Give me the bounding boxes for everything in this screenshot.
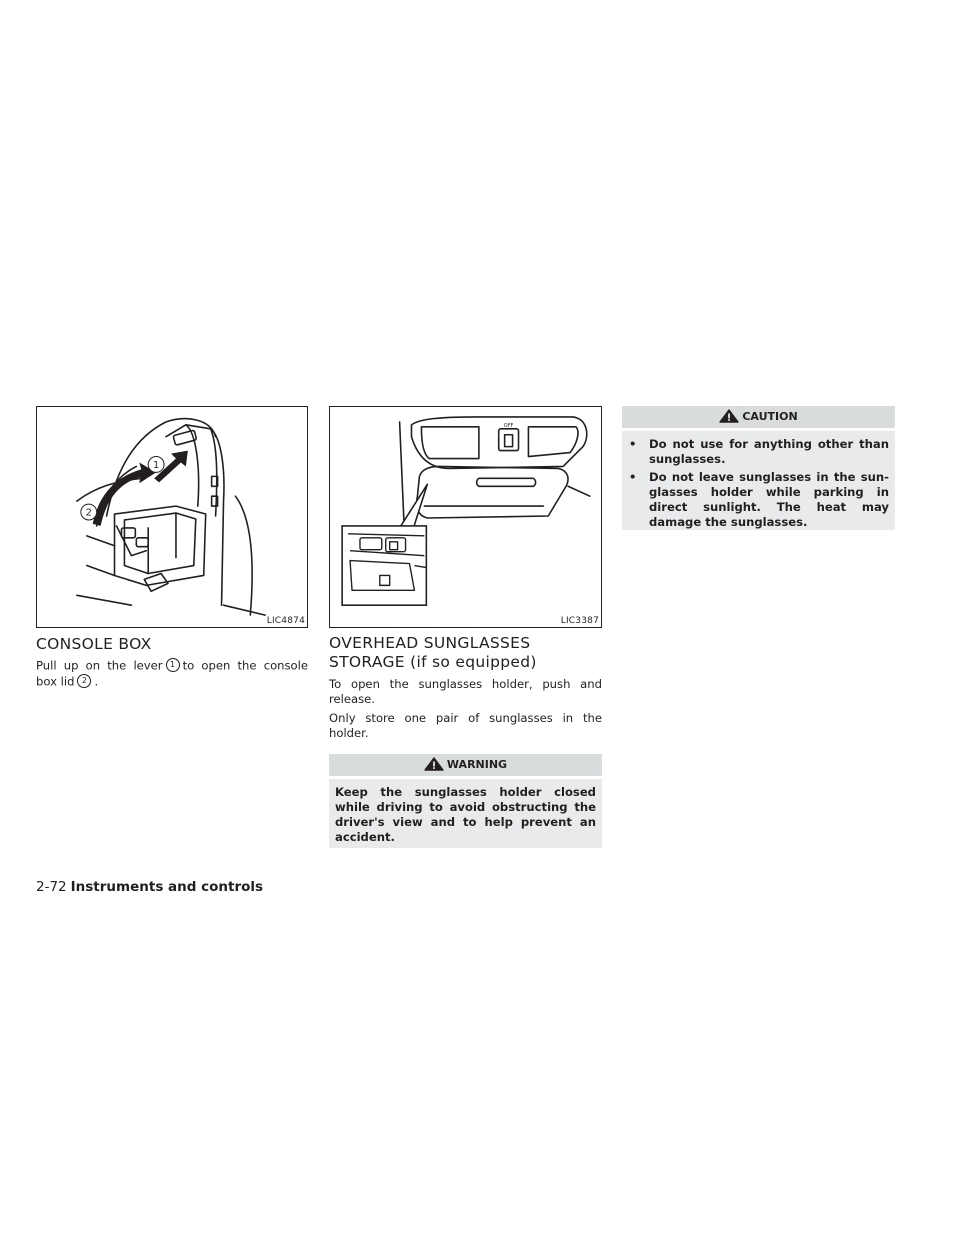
list-item	[628, 437, 889, 467]
console-box-illustration	[37, 407, 307, 627]
caution-list	[628, 437, 889, 530]
warning-text: Keep the sunglasses holder closed while driving to avoid obstructing the driver's view and to help prevent an accident.	[335, 785, 596, 844]
sunglasses-paragraph: To open the sunglasses holder, push and release.	[329, 677, 602, 706]
warning-header	[329, 754, 602, 776]
caution-item-text: Do not leave sunglasses in the sun-glasses holder while parking in direct sunlight. The heat may damage the sunglasses.	[649, 470, 889, 529]
bullet-icon: •	[629, 437, 637, 451]
callout-1-icon: 1	[166, 658, 180, 672]
console-box-figure	[36, 406, 308, 628]
sunglasses-holder-illustration	[330, 407, 601, 627]
figure-code: LIC3387	[560, 616, 599, 626]
figure-callout-2: 2	[85, 507, 92, 519]
caution-header	[622, 406, 895, 428]
figure-callout-1: 1	[152, 459, 160, 471]
page-footer	[36, 879, 263, 895]
list-item	[628, 470, 889, 530]
sunglasses-figure	[329, 406, 602, 628]
section-heading: CONSOLE BOX	[36, 635, 152, 653]
section-title: Instruments and controls	[70, 879, 264, 895]
instruction-text: to open the console box lid	[36, 658, 309, 689]
heading-line: STORAGE (if so equipped)	[329, 653, 537, 671]
warning-body	[329, 779, 602, 848]
switch-label: OFF	[503, 422, 514, 429]
warning-triangle-icon	[719, 409, 739, 423]
warning-triangle-icon	[424, 757, 444, 771]
figure-code: LIC4874	[266, 616, 305, 626]
caution-body	[622, 431, 895, 530]
heading-line: OVERHEAD SUNGLASSES	[329, 634, 531, 652]
caution-item-text: Do not use for anything other than sunglasses.	[649, 437, 889, 466]
sunglasses-paragraph: Only store one pair of sunglasses in the holder.	[329, 711, 602, 740]
callout-2-icon: 2	[77, 674, 91, 688]
instruction-text: .	[94, 674, 99, 689]
caution-title: CAUTION	[742, 410, 798, 423]
warning-title: WARNING	[446, 758, 508, 771]
page-number: 2-72	[36, 879, 67, 895]
section-heading	[329, 634, 537, 672]
console-box-instruction	[36, 658, 308, 690]
instruction-text: Pull up on the lever	[36, 658, 163, 673]
bullet-icon: •	[629, 470, 637, 484]
